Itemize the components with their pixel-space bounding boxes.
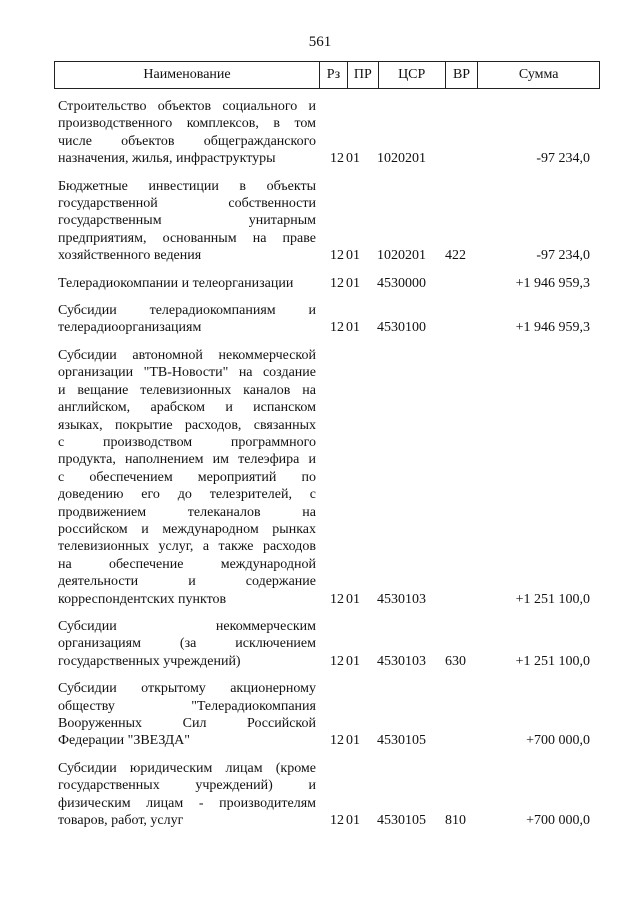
row-rz: 12: [330, 275, 344, 291]
table-header: [54, 61, 600, 89]
header-sum: Сумма: [518, 67, 559, 82]
row-pr: 01: [346, 275, 360, 291]
table-row: [54, 98, 600, 168]
table-row: [54, 618, 600, 670]
row-name-line: предприятиям, основанным на праве: [58, 230, 316, 246]
row-name-line: и вещание телевизионных каналов на: [58, 382, 316, 398]
row-name-line: деятельности и содержание: [58, 574, 316, 590]
row-rz: 12: [330, 591, 344, 607]
table-row: [54, 347, 600, 608]
row-csr: 4530000: [377, 275, 426, 291]
row-name-line: корреспондентских пунктов: [58, 591, 227, 607]
row-name: [54, 275, 316, 292]
row-name-line: обществу "Телерадиокомпания: [58, 698, 316, 714]
table-row: [54, 275, 600, 292]
row-csr: 4530103: [377, 591, 426, 607]
row-pr: 01: [346, 653, 360, 669]
row-name-line: числе объектов общегражданского: [58, 133, 316, 149]
row-rz: 12: [330, 653, 344, 669]
row-name-line: с обеспечением мероприятий по: [58, 469, 316, 485]
row-name-line: государственной собственности: [58, 196, 316, 212]
row-sum: +1 946 959,3: [515, 275, 590, 291]
row-name-line: российском и международном рынках: [58, 521, 316, 537]
row-name-line: продукта, наполнением им телеэфира и: [58, 452, 316, 468]
row-csr: 4530105: [377, 813, 426, 829]
row-name-line: английском, арабском и испанском: [58, 400, 316, 416]
row-name-line: государственных учреждений): [58, 653, 241, 669]
row-pr: 01: [346, 151, 360, 167]
row-name-line: государственных учреждений) и: [58, 778, 316, 794]
row-name: [54, 618, 316, 670]
header-csr: ЦСР: [379, 62, 446, 88]
row-sum: +1 251 100,0: [515, 653, 590, 669]
row-name: [54, 302, 316, 337]
row-vr: 810: [445, 813, 466, 829]
row-name-line: назначения, жилья, инфраструктуры: [58, 151, 276, 167]
table-row: [54, 302, 600, 337]
row-rz: 12: [330, 733, 344, 749]
row-csr: 4530103: [377, 653, 426, 669]
row-name-line: товаров, работ, услуг: [58, 813, 184, 829]
row-name-line: Вооруженных Сил Российской: [58, 716, 316, 731]
row-name-line: организации "ТВ-Новости" на создание: [58, 365, 316, 381]
row-name-line: Федерации "ЗВЕЗДА": [58, 733, 190, 749]
table-row: [54, 760, 600, 830]
row-name-line: Телерадиокомпании и телеорганизации: [58, 275, 294, 291]
row-name-line: доведению его до телезрителей, с: [58, 487, 316, 503]
row-csr: 4530105: [377, 733, 426, 749]
row-rz: 12: [330, 320, 344, 336]
row-pr: 01: [346, 733, 360, 749]
row-sum: +700 000,0: [526, 733, 590, 749]
row-vr: 630: [445, 653, 466, 669]
table-body: [54, 98, 600, 839]
row-pr: 01: [346, 813, 360, 829]
row-sum: +1 251 100,0: [515, 591, 590, 607]
row-rz: 12: [330, 813, 344, 829]
row-sum: -97 234,0: [536, 248, 590, 264]
row-name: [54, 680, 316, 750]
row-name-line: телевизионных услуг, а также расходов: [58, 539, 316, 555]
row-pr: 01: [346, 320, 360, 336]
row-sum: +700 000,0: [526, 813, 590, 829]
row-name-line: с производством программного: [58, 434, 316, 450]
header-pr: ПР: [348, 62, 379, 88]
header-rz: Рз: [320, 62, 348, 88]
page-number: 561: [308, 34, 332, 50]
row-name-line: организациям (за исключением: [58, 636, 316, 652]
table-row: [54, 680, 600, 750]
row-sum: -97 234,0: [536, 151, 590, 167]
row-name-line: государственным унитарным: [58, 213, 316, 229]
row-csr: 1020201: [377, 248, 426, 264]
row-name-line: продвижением телеканалов на: [58, 504, 316, 520]
table-row: [54, 178, 600, 265]
header-vr: ВР: [446, 62, 479, 88]
row-name: [54, 760, 316, 830]
row-name-line: Субсидии автономной некоммерческой: [58, 347, 316, 363]
row-rz: 12: [330, 248, 344, 264]
row-name-line: Субсидии открытому акционерному: [58, 681, 316, 697]
row-name-line: Строительство объектов социального и: [58, 99, 316, 114]
row-name-line: Бюджетные инвестиции в объекты: [58, 178, 316, 194]
row-vr: 422: [445, 248, 466, 264]
row-rz: 12: [330, 151, 344, 167]
row-name-line: на обеспечение международной: [58, 556, 316, 572]
row-csr: 4530100: [377, 320, 426, 336]
row-pr: 01: [346, 591, 360, 607]
row-name-line: телерадиоорганизациям: [58, 320, 202, 336]
row-name-line: хозяйственного ведения: [58, 248, 202, 264]
row-name-line: Субсидии некоммерческим: [58, 618, 316, 634]
row-name-line: Субсидии юридическим лицам (кроме: [58, 760, 316, 776]
row-name-line: Субсидии телерадиокомпаниям и: [58, 303, 316, 319]
row-csr: 1020201: [377, 151, 426, 167]
row-name: [54, 347, 316, 608]
row-name-line: производственного комплексов, в том: [58, 116, 316, 132]
row-name: [54, 98, 316, 168]
row-sum: +1 946 959,3: [515, 320, 590, 336]
row-name-line: языках, покрытие расходов, связанных: [58, 417, 316, 433]
row-pr: 01: [346, 248, 360, 264]
row-name: [54, 178, 316, 265]
header-name: Наименование: [55, 62, 320, 88]
row-name-line: физическим лицам - производителям: [58, 795, 316, 811]
